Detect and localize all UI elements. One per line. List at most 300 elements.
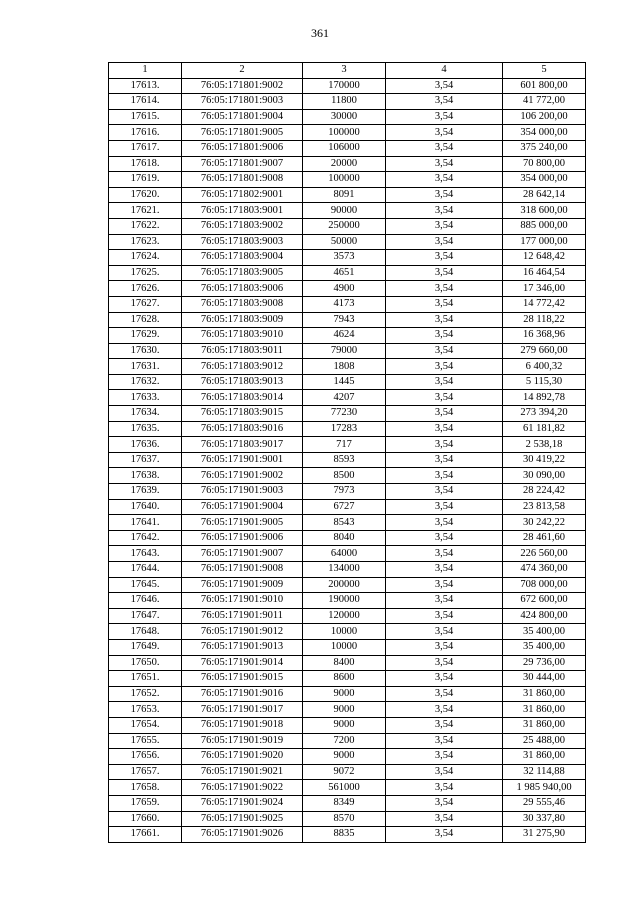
table-row bbox=[109, 328, 586, 344]
row-number-cell: 17619. bbox=[109, 172, 182, 188]
row-number-cell: 17614. bbox=[109, 94, 182, 110]
column-header: 5 bbox=[503, 63, 586, 79]
row-number-cell: 17642. bbox=[109, 530, 182, 546]
table-header-row bbox=[109, 63, 586, 79]
row-number-cell: 17633. bbox=[109, 390, 182, 406]
cadastral-number-cell: 76:05:171901:9004 bbox=[182, 499, 303, 515]
column-header: 3 bbox=[303, 63, 386, 79]
table-row bbox=[109, 374, 586, 390]
amount-cell: 41 772,00 bbox=[503, 94, 586, 110]
row-number-cell: 17655. bbox=[109, 733, 182, 749]
area-cell: 8593 bbox=[303, 452, 386, 468]
area-cell: 8570 bbox=[303, 811, 386, 827]
rate-cell: 3,54 bbox=[386, 639, 503, 655]
rate-cell: 3,54 bbox=[386, 749, 503, 765]
rate-cell: 3,54 bbox=[386, 437, 503, 453]
page-number: 361 bbox=[311, 26, 329, 40]
amount-cell: 30 242,22 bbox=[503, 515, 586, 531]
registry-table bbox=[108, 62, 586, 843]
row-number-cell: 17639. bbox=[109, 484, 182, 500]
amount-cell: 35 400,00 bbox=[503, 639, 586, 655]
area-cell: 9000 bbox=[303, 686, 386, 702]
area-cell: 50000 bbox=[303, 234, 386, 250]
amount-cell: 12 648,42 bbox=[503, 250, 586, 266]
rate-cell: 3,54 bbox=[386, 78, 503, 94]
rate-cell: 3,54 bbox=[386, 421, 503, 437]
amount-cell: 375 240,00 bbox=[503, 140, 586, 156]
cadastral-number-cell: 76:05:171801:9002 bbox=[182, 78, 303, 94]
rate-cell: 3,54 bbox=[386, 328, 503, 344]
rate-cell: 3,54 bbox=[386, 156, 503, 172]
amount-cell: 32 114,88 bbox=[503, 764, 586, 780]
cadastral-number-cell: 76:05:171901:9012 bbox=[182, 624, 303, 640]
rate-cell: 3,54 bbox=[386, 811, 503, 827]
row-number-cell: 17660. bbox=[109, 811, 182, 827]
table-row bbox=[109, 359, 586, 375]
cadastral-number-cell: 76:05:171801:9004 bbox=[182, 109, 303, 125]
area-cell: 4624 bbox=[303, 328, 386, 344]
table-row bbox=[109, 343, 586, 359]
rate-cell: 3,54 bbox=[386, 686, 503, 702]
table-row bbox=[109, 312, 586, 328]
table-row bbox=[109, 390, 586, 406]
cadastral-number-cell: 76:05:171802:9001 bbox=[182, 187, 303, 203]
amount-cell: 318 600,00 bbox=[503, 203, 586, 219]
cadastral-number-cell: 76:05:171803:9005 bbox=[182, 265, 303, 281]
row-number-cell: 17650. bbox=[109, 655, 182, 671]
table-row bbox=[109, 577, 586, 593]
row-number-cell: 17623. bbox=[109, 234, 182, 250]
area-cell: 8349 bbox=[303, 795, 386, 811]
row-number-cell: 17620. bbox=[109, 187, 182, 203]
cadastral-number-cell: 76:05:171803:9017 bbox=[182, 437, 303, 453]
table-row bbox=[109, 702, 586, 718]
area-cell: 4651 bbox=[303, 265, 386, 281]
row-number-cell: 17629. bbox=[109, 328, 182, 344]
amount-cell: 31 860,00 bbox=[503, 686, 586, 702]
area-cell: 79000 bbox=[303, 343, 386, 359]
row-number-cell: 17658. bbox=[109, 780, 182, 796]
cadastral-number-cell: 76:05:171901:9014 bbox=[182, 655, 303, 671]
cadastral-number-cell: 76:05:171803:9015 bbox=[182, 406, 303, 422]
cadastral-number-cell: 76:05:171901:9024 bbox=[182, 795, 303, 811]
rate-cell: 3,54 bbox=[386, 764, 503, 780]
row-number-cell: 17643. bbox=[109, 546, 182, 562]
row-number-cell: 17616. bbox=[109, 125, 182, 141]
row-number-cell: 17644. bbox=[109, 562, 182, 578]
rate-cell: 3,54 bbox=[386, 172, 503, 188]
area-cell: 64000 bbox=[303, 546, 386, 562]
area-cell: 9000 bbox=[303, 749, 386, 765]
rate-cell: 3,54 bbox=[386, 359, 503, 375]
amount-cell: 70 800,00 bbox=[503, 156, 586, 172]
area-cell: 17283 bbox=[303, 421, 386, 437]
rate-cell: 3,54 bbox=[386, 515, 503, 531]
row-number-cell: 17647. bbox=[109, 608, 182, 624]
amount-cell: 30 337,80 bbox=[503, 811, 586, 827]
cadastral-number-cell: 76:05:171801:9008 bbox=[182, 172, 303, 188]
area-cell: 170000 bbox=[303, 78, 386, 94]
table-row bbox=[109, 499, 586, 515]
cadastral-number-cell: 76:05:171803:9006 bbox=[182, 281, 303, 297]
table-row bbox=[109, 250, 586, 266]
row-number-cell: 17638. bbox=[109, 468, 182, 484]
rate-cell: 3,54 bbox=[386, 265, 503, 281]
rate-cell: 3,54 bbox=[386, 546, 503, 562]
cadastral-number-cell: 76:05:171901:9020 bbox=[182, 749, 303, 765]
cadastral-number-cell: 76:05:171803:9011 bbox=[182, 343, 303, 359]
area-cell: 7943 bbox=[303, 312, 386, 328]
row-number-cell: 17652. bbox=[109, 686, 182, 702]
amount-cell: 28 224,42 bbox=[503, 484, 586, 500]
area-cell: 250000 bbox=[303, 218, 386, 234]
amount-cell: 16 368,96 bbox=[503, 328, 586, 344]
amount-cell: 31 860,00 bbox=[503, 717, 586, 733]
table-row bbox=[109, 452, 586, 468]
rate-cell: 3,54 bbox=[386, 343, 503, 359]
table-row bbox=[109, 686, 586, 702]
amount-cell: 106 200,00 bbox=[503, 109, 586, 125]
table-row bbox=[109, 265, 586, 281]
table-row bbox=[109, 94, 586, 110]
cadastral-number-cell: 76:05:171901:9018 bbox=[182, 717, 303, 733]
table-row bbox=[109, 562, 586, 578]
area-cell: 10000 bbox=[303, 639, 386, 655]
area-cell: 7200 bbox=[303, 733, 386, 749]
table-row bbox=[109, 125, 586, 141]
rate-cell: 3,54 bbox=[386, 530, 503, 546]
amount-cell: 29 555,46 bbox=[503, 795, 586, 811]
cadastral-number-cell: 76:05:171901:9016 bbox=[182, 686, 303, 702]
table-row bbox=[109, 172, 586, 188]
table-row bbox=[109, 749, 586, 765]
cadastral-number-cell: 76:05:171803:9008 bbox=[182, 296, 303, 312]
table-row bbox=[109, 78, 586, 94]
column-header: 2 bbox=[182, 63, 303, 79]
area-cell: 1808 bbox=[303, 359, 386, 375]
rate-cell: 3,54 bbox=[386, 218, 503, 234]
table-row bbox=[109, 795, 586, 811]
area-cell: 561000 bbox=[303, 780, 386, 796]
area-cell: 20000 bbox=[303, 156, 386, 172]
cadastral-number-cell: 76:05:171803:9012 bbox=[182, 359, 303, 375]
amount-cell: 5 115,30 bbox=[503, 374, 586, 390]
table-row bbox=[109, 546, 586, 562]
cadastral-number-cell: 76:05:171801:9005 bbox=[182, 125, 303, 141]
cadastral-number-cell: 76:05:171901:9019 bbox=[182, 733, 303, 749]
rate-cell: 3,54 bbox=[386, 671, 503, 687]
amount-cell: 30 419,22 bbox=[503, 452, 586, 468]
table-row bbox=[109, 234, 586, 250]
amount-cell: 6 400,32 bbox=[503, 359, 586, 375]
rate-cell: 3,54 bbox=[386, 312, 503, 328]
rate-cell: 3,54 bbox=[386, 203, 503, 219]
area-cell: 8543 bbox=[303, 515, 386, 531]
row-number-cell: 17640. bbox=[109, 499, 182, 515]
rate-cell: 3,54 bbox=[386, 281, 503, 297]
rate-cell: 3,54 bbox=[386, 577, 503, 593]
row-number-cell: 17641. bbox=[109, 515, 182, 531]
amount-cell: 354 000,00 bbox=[503, 125, 586, 141]
cadastral-number-cell: 76:05:171901:9015 bbox=[182, 671, 303, 687]
rate-cell: 3,54 bbox=[386, 187, 503, 203]
amount-cell: 25 488,00 bbox=[503, 733, 586, 749]
area-cell: 4900 bbox=[303, 281, 386, 297]
cadastral-number-cell: 76:05:171901:9005 bbox=[182, 515, 303, 531]
cadastral-number-cell: 76:05:171803:9003 bbox=[182, 234, 303, 250]
rate-cell: 3,54 bbox=[386, 717, 503, 733]
column-header: 4 bbox=[386, 63, 503, 79]
row-number-cell: 17625. bbox=[109, 265, 182, 281]
rate-cell: 3,54 bbox=[386, 140, 503, 156]
row-number-cell: 17626. bbox=[109, 281, 182, 297]
row-number-cell: 17635. bbox=[109, 421, 182, 437]
table-body bbox=[109, 78, 586, 842]
row-number-cell: 17631. bbox=[109, 359, 182, 375]
rate-cell: 3,54 bbox=[386, 452, 503, 468]
row-number-cell: 17624. bbox=[109, 250, 182, 266]
row-number-cell: 17617. bbox=[109, 140, 182, 156]
table-row bbox=[109, 733, 586, 749]
rate-cell: 3,54 bbox=[386, 608, 503, 624]
area-cell: 9072 bbox=[303, 764, 386, 780]
area-cell: 1445 bbox=[303, 374, 386, 390]
cadastral-number-cell: 76:05:171803:9013 bbox=[182, 374, 303, 390]
row-number-cell: 17646. bbox=[109, 593, 182, 609]
area-cell: 77230 bbox=[303, 406, 386, 422]
amount-cell: 273 394,20 bbox=[503, 406, 586, 422]
row-number-cell: 17651. bbox=[109, 671, 182, 687]
table-row bbox=[109, 655, 586, 671]
amount-cell: 885 000,00 bbox=[503, 218, 586, 234]
amount-cell: 708 000,00 bbox=[503, 577, 586, 593]
amount-cell: 28 118,22 bbox=[503, 312, 586, 328]
table-row bbox=[109, 780, 586, 796]
amount-cell: 1 985 940,00 bbox=[503, 780, 586, 796]
area-cell: 100000 bbox=[303, 172, 386, 188]
amount-cell: 17 346,00 bbox=[503, 281, 586, 297]
area-cell: 200000 bbox=[303, 577, 386, 593]
row-number-cell: 17657. bbox=[109, 764, 182, 780]
table-row bbox=[109, 593, 586, 609]
amount-cell: 474 360,00 bbox=[503, 562, 586, 578]
rate-cell: 3,54 bbox=[386, 655, 503, 671]
table-row bbox=[109, 515, 586, 531]
cadastral-number-cell: 76:05:171803:9014 bbox=[182, 390, 303, 406]
area-cell: 8040 bbox=[303, 530, 386, 546]
amount-cell: 177 000,00 bbox=[503, 234, 586, 250]
cadastral-number-cell: 76:05:171901:9001 bbox=[182, 452, 303, 468]
area-cell: 6727 bbox=[303, 499, 386, 515]
area-cell: 134000 bbox=[303, 562, 386, 578]
rate-cell: 3,54 bbox=[386, 702, 503, 718]
amount-cell: 672 600,00 bbox=[503, 593, 586, 609]
table-row bbox=[109, 530, 586, 546]
rate-cell: 3,54 bbox=[386, 562, 503, 578]
rate-cell: 3,54 bbox=[386, 109, 503, 125]
row-number-cell: 17649. bbox=[109, 639, 182, 655]
rate-cell: 3,54 bbox=[386, 250, 503, 266]
amount-cell: 14 772,42 bbox=[503, 296, 586, 312]
cadastral-number-cell: 76:05:171901:9022 bbox=[182, 780, 303, 796]
cadastral-number-cell: 76:05:171901:9025 bbox=[182, 811, 303, 827]
cadastral-number-cell: 76:05:171801:9003 bbox=[182, 94, 303, 110]
row-number-cell: 17636. bbox=[109, 437, 182, 453]
table-row bbox=[109, 203, 586, 219]
area-cell: 9000 bbox=[303, 702, 386, 718]
cadastral-number-cell: 76:05:171801:9007 bbox=[182, 156, 303, 172]
rate-cell: 3,54 bbox=[386, 406, 503, 422]
row-number-cell: 17613. bbox=[109, 78, 182, 94]
cadastral-number-cell: 76:05:171801:9006 bbox=[182, 140, 303, 156]
row-number-cell: 17661. bbox=[109, 827, 182, 843]
cadastral-number-cell: 76:05:171901:9007 bbox=[182, 546, 303, 562]
amount-cell: 30 444,00 bbox=[503, 671, 586, 687]
area-cell: 190000 bbox=[303, 593, 386, 609]
cadastral-number-cell: 76:05:171901:9021 bbox=[182, 764, 303, 780]
rate-cell: 3,54 bbox=[386, 468, 503, 484]
area-cell: 4173 bbox=[303, 296, 386, 312]
rate-cell: 3,54 bbox=[386, 827, 503, 843]
table-row bbox=[109, 109, 586, 125]
amount-cell: 354 000,00 bbox=[503, 172, 586, 188]
cadastral-number-cell: 76:05:171901:9002 bbox=[182, 468, 303, 484]
rate-cell: 3,54 bbox=[386, 624, 503, 640]
area-cell: 8400 bbox=[303, 655, 386, 671]
rate-cell: 3,54 bbox=[386, 795, 503, 811]
table-row bbox=[109, 218, 586, 234]
area-cell: 100000 bbox=[303, 125, 386, 141]
table-row bbox=[109, 421, 586, 437]
table-row bbox=[109, 140, 586, 156]
cadastral-number-cell: 76:05:171803:9002 bbox=[182, 218, 303, 234]
row-number-cell: 17656. bbox=[109, 749, 182, 765]
amount-cell: 16 464,54 bbox=[503, 265, 586, 281]
area-cell: 90000 bbox=[303, 203, 386, 219]
cadastral-number-cell: 76:05:171901:9009 bbox=[182, 577, 303, 593]
area-cell: 4207 bbox=[303, 390, 386, 406]
row-number-cell: 17634. bbox=[109, 406, 182, 422]
table-row bbox=[109, 764, 586, 780]
rate-cell: 3,54 bbox=[386, 733, 503, 749]
amount-cell: 29 736,00 bbox=[503, 655, 586, 671]
amount-cell: 2 538,18 bbox=[503, 437, 586, 453]
column-header: 1 bbox=[109, 63, 182, 79]
row-number-cell: 17627. bbox=[109, 296, 182, 312]
table-row bbox=[109, 639, 586, 655]
rate-cell: 3,54 bbox=[386, 125, 503, 141]
table-row bbox=[109, 281, 586, 297]
area-cell: 120000 bbox=[303, 608, 386, 624]
row-number-cell: 17645. bbox=[109, 577, 182, 593]
table-row bbox=[109, 156, 586, 172]
row-number-cell: 17628. bbox=[109, 312, 182, 328]
area-cell: 8600 bbox=[303, 671, 386, 687]
rate-cell: 3,54 bbox=[386, 484, 503, 500]
rate-cell: 3,54 bbox=[386, 593, 503, 609]
table-row bbox=[109, 624, 586, 640]
rate-cell: 3,54 bbox=[386, 296, 503, 312]
area-cell: 10000 bbox=[303, 624, 386, 640]
row-number-cell: 17618. bbox=[109, 156, 182, 172]
row-number-cell: 17659. bbox=[109, 795, 182, 811]
cadastral-number-cell: 76:05:171901:9013 bbox=[182, 639, 303, 655]
cadastral-number-cell: 76:05:171803:9016 bbox=[182, 421, 303, 437]
table-row bbox=[109, 608, 586, 624]
area-cell: 30000 bbox=[303, 109, 386, 125]
rate-cell: 3,54 bbox=[386, 499, 503, 515]
cadastral-number-cell: 76:05:171901:9008 bbox=[182, 562, 303, 578]
rate-cell: 3,54 bbox=[386, 94, 503, 110]
table-row bbox=[109, 187, 586, 203]
rate-cell: 3,54 bbox=[386, 390, 503, 406]
amount-cell: 30 090,00 bbox=[503, 468, 586, 484]
amount-cell: 601 800,00 bbox=[503, 78, 586, 94]
cadastral-number-cell: 76:05:171901:9003 bbox=[182, 484, 303, 500]
amount-cell: 279 660,00 bbox=[503, 343, 586, 359]
table-row bbox=[109, 484, 586, 500]
row-number-cell: 17637. bbox=[109, 452, 182, 468]
area-cell: 717 bbox=[303, 437, 386, 453]
amount-cell: 424 800,00 bbox=[503, 608, 586, 624]
amount-cell: 14 892,78 bbox=[503, 390, 586, 406]
area-cell: 8091 bbox=[303, 187, 386, 203]
table-row bbox=[109, 296, 586, 312]
area-cell: 11800 bbox=[303, 94, 386, 110]
cadastral-number-cell: 76:05:171803:9009 bbox=[182, 312, 303, 328]
amount-cell: 28 461,60 bbox=[503, 530, 586, 546]
area-cell: 7973 bbox=[303, 484, 386, 500]
table-row bbox=[109, 437, 586, 453]
table-row bbox=[109, 468, 586, 484]
cadastral-number-cell: 76:05:171901:9010 bbox=[182, 593, 303, 609]
cadastral-number-cell: 76:05:171901:9011 bbox=[182, 608, 303, 624]
amount-cell: 31 860,00 bbox=[503, 749, 586, 765]
amount-cell: 31 860,00 bbox=[503, 702, 586, 718]
area-cell: 8500 bbox=[303, 468, 386, 484]
row-number-cell: 17648. bbox=[109, 624, 182, 640]
table-row bbox=[109, 811, 586, 827]
table-row bbox=[109, 671, 586, 687]
area-cell: 8835 bbox=[303, 827, 386, 843]
area-cell: 3573 bbox=[303, 250, 386, 266]
row-number-cell: 17632. bbox=[109, 374, 182, 390]
amount-cell: 35 400,00 bbox=[503, 624, 586, 640]
area-cell: 9000 bbox=[303, 717, 386, 733]
amount-cell: 23 813,58 bbox=[503, 499, 586, 515]
rate-cell: 3,54 bbox=[386, 780, 503, 796]
cadastral-number-cell: 76:05:171803:9010 bbox=[182, 328, 303, 344]
cadastral-number-cell: 76:05:171901:9006 bbox=[182, 530, 303, 546]
area-cell: 106000 bbox=[303, 140, 386, 156]
cadastral-number-cell: 76:05:171901:9026 bbox=[182, 827, 303, 843]
row-number-cell: 17653. bbox=[109, 702, 182, 718]
cadastral-number-cell: 76:05:171901:9017 bbox=[182, 702, 303, 718]
row-number-cell: 17654. bbox=[109, 717, 182, 733]
row-number-cell: 17621. bbox=[109, 203, 182, 219]
table-row bbox=[109, 406, 586, 422]
amount-cell: 226 560,00 bbox=[503, 546, 586, 562]
amount-cell: 61 181,82 bbox=[503, 421, 586, 437]
cadastral-number-cell: 76:05:171803:9004 bbox=[182, 250, 303, 266]
table-row bbox=[109, 827, 586, 843]
rate-cell: 3,54 bbox=[386, 374, 503, 390]
amount-cell: 31 275,90 bbox=[503, 827, 586, 843]
amount-cell: 28 642,14 bbox=[503, 187, 586, 203]
cadastral-number-cell: 76:05:171803:9001 bbox=[182, 203, 303, 219]
row-number-cell: 17630. bbox=[109, 343, 182, 359]
row-number-cell: 17615. bbox=[109, 109, 182, 125]
